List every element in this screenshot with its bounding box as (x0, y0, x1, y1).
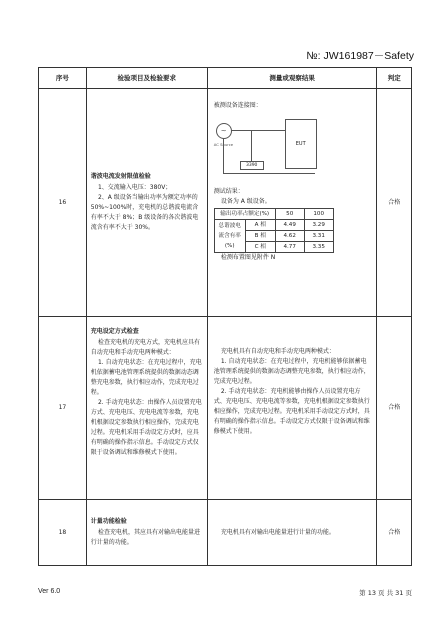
inspection-table (38, 67, 412, 566)
header-item: 检验项目及检验要求 (86, 68, 207, 89)
item-line: 1、交流输入电压：380V； (97, 184, 172, 191)
source-label: AC Source (213, 142, 234, 147)
wire (231, 130, 285, 131)
harmonic-phase: C 相 (245, 242, 275, 253)
harmonic-header-row (214, 209, 333, 220)
result-cell (207, 89, 377, 317)
eut-box: EUT (285, 119, 317, 169)
ac-source-icon: ~ (216, 123, 232, 139)
document-number: №: JW161987－Safety (306, 50, 414, 62)
header-no: 序号 (39, 68, 87, 89)
row-no: 17 (39, 317, 87, 500)
result-note: 检测布置图见附件 N (220, 254, 276, 261)
harmonic-table (214, 208, 334, 253)
item-line: 1. 自动充电状态：在充电过程中，充电机依据蓄电池管理系统提供的数据动态调整充电参数，执行相应动作，完成充电过程。 (90, 359, 202, 396)
table-row (39, 500, 412, 566)
harmonic-value: 4.49 (275, 220, 304, 231)
verdict: 合格 (377, 500, 412, 566)
item-title: 计量功能检验 (90, 518, 127, 525)
table-header-row (39, 68, 412, 89)
verdict: 合格 (377, 89, 412, 317)
harmonic-col1: 50 (275, 209, 304, 220)
wire (251, 130, 252, 161)
item-cell (86, 89, 207, 317)
harmonic-row (214, 220, 333, 231)
harmonic-row-label: 总谐波电流含有率(%) (214, 220, 245, 253)
harmonic-value: 4.62 (275, 231, 304, 242)
page-number: 第 13 页 共 31 页 (359, 589, 412, 597)
result-cell (207, 317, 377, 500)
row-no: 16 (39, 89, 87, 317)
harmonic-col2: 100 (304, 209, 333, 220)
item-cell (86, 500, 207, 566)
item-cell (86, 317, 207, 500)
row-no: 18 (39, 500, 87, 566)
harmonic-phase: A 相 (245, 220, 275, 231)
meter-box: 3390 (240, 161, 264, 170)
wire (223, 138, 224, 173)
result-test-label: 测试结果： (213, 188, 244, 195)
harmonic-value: 3.29 (304, 220, 333, 231)
harmonic-header-label: 输出功率占额定(%) (214, 209, 275, 220)
harmonic-value: 4.77 (275, 242, 304, 253)
table-row (39, 89, 412, 317)
item-line: 2. 手动充电状态：由操作人员设置充电方式、充电电压、充电电流等参数，充电机根据设定参数执行相应操作，完成充电过程。充电机采用手动设定方式时，应具有明确的操作指示信息。手动设定方式仅限于设备调试和维修模式下使用。 (90, 399, 202, 456)
item-line: 2、A 级设备当输出功率为额定功率的50%~100%时，充电机的总谐波电流含有率不大于 8%；B 级设备的各次谐波电流含有率不大于 30%。 (90, 194, 199, 231)
item-line: 检查充电机，其应具有对输出电能量进行计量的功能。 (90, 529, 200, 546)
header-result: 测量或观察结果 (207, 68, 377, 89)
table-row (39, 317, 412, 500)
result-line: 1. 自动充电状态：在充电过程中，充电机能够依据蓄电池管理系统提供的数据动态调整充电参数，执行相应动作，完成充电过程。 (213, 358, 370, 385)
wire (223, 173, 315, 174)
item-title: 充电设定方式检查 (90, 328, 139, 335)
result-intro: 被测设备连接图： (213, 102, 262, 109)
item-line: 检查充电机的充电方式，充电机应具有自动充电和手动充电两种模式： (90, 339, 200, 356)
result-class: 设备为 A 级设备。 (220, 198, 271, 205)
harmonic-phase: B 相 (245, 231, 275, 242)
header-verdict: 判定 (377, 68, 412, 89)
result-cell (207, 500, 377, 566)
connection-diagram (214, 115, 324, 181)
verdict: 合格 (377, 317, 412, 500)
result-line: 充电机具有对输出电能量进行计量的功能。 (220, 528, 335, 536)
harmonic-value: 3.35 (304, 242, 333, 253)
harmonic-value: 3.31 (304, 231, 333, 242)
result-line: 充电机具有自动充电和手动充电两种模式： (220, 348, 335, 355)
version-label: Ver 6.0 (38, 588, 61, 595)
result-line: 2. 手动充电状态：充电机能够由操作人员设置充电方式、充电电压、充电电流等参数，充电机根据设定参数执行相应操作，完成充电过程。充电机采用手动设定方式时，具有明确的操作指示信息。手动设定方式仅限于设备调试和维修模式下使用。 (213, 388, 370, 435)
item-title: 谐波电流发射限值检验 (90, 173, 151, 180)
